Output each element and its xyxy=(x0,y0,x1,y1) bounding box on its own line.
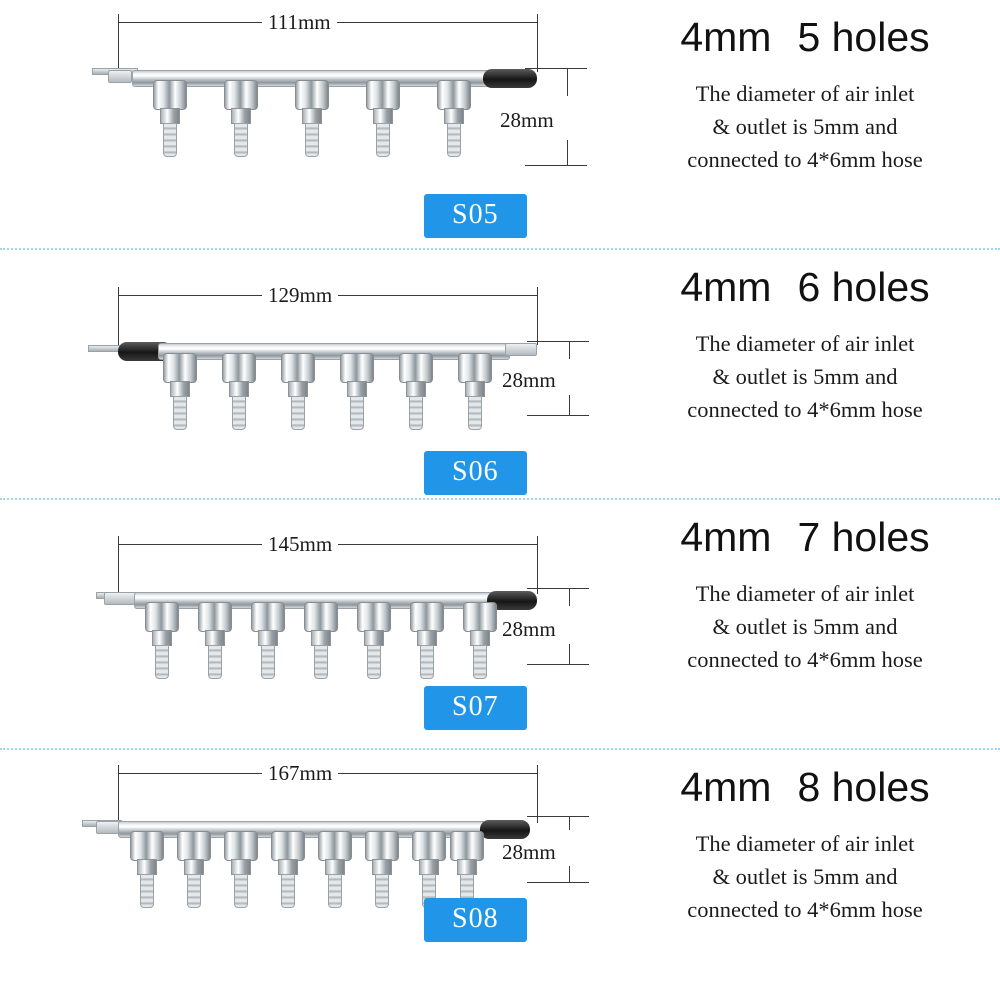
height-dimension-line-lower xyxy=(569,644,570,664)
valve-neck xyxy=(444,108,464,124)
valve-knob xyxy=(281,353,315,383)
text-panel-s06 xyxy=(610,250,1000,500)
product-row-s06 xyxy=(0,250,1000,500)
description-line-1: The diameter of air inlet xyxy=(695,831,915,856)
valve-neck xyxy=(229,381,249,397)
valve-neck xyxy=(231,859,251,875)
height-label: 28mm xyxy=(502,368,556,392)
valve-nozzle xyxy=(232,396,246,430)
heading xyxy=(610,764,1000,811)
description-line-3: connected to 4*6mm hose xyxy=(687,147,923,172)
text-panel-s07 xyxy=(610,500,1000,750)
description-line-2: & outlet is 5mm and xyxy=(712,864,898,889)
manifold-diagram-s05 xyxy=(0,0,610,250)
description-line-2: & outlet is 5mm and xyxy=(712,364,898,389)
product-row-s07 xyxy=(0,500,1000,750)
valve-knob xyxy=(130,831,164,861)
description-line-1: The diameter of air inlet xyxy=(695,581,915,606)
description-line-1: The diameter of air inlet xyxy=(695,81,915,106)
height-tick-top xyxy=(527,588,589,589)
valve-knob xyxy=(145,602,179,632)
text-panel-s05 xyxy=(610,0,1000,250)
diagram-panel-s08 xyxy=(0,750,610,1000)
height-dimension-line-upper xyxy=(569,588,570,606)
valve-neck xyxy=(465,381,485,397)
heading-holes: 6 holes xyxy=(797,264,930,310)
manifold-diagram-s06 xyxy=(0,250,610,500)
valve-neck xyxy=(419,859,439,875)
valve-neck xyxy=(205,630,225,646)
model-tag: S08 xyxy=(424,898,527,942)
product-row-s05 xyxy=(0,0,1000,250)
valve-neck xyxy=(288,381,308,397)
valve-knob xyxy=(340,353,374,383)
length-tick-right xyxy=(537,287,538,345)
heading xyxy=(610,514,1000,561)
valve-knob xyxy=(224,831,258,861)
valve-nozzle xyxy=(291,396,305,430)
valve-knob xyxy=(410,602,444,632)
description-line-1: The diameter of air inlet xyxy=(695,331,915,356)
valve-nozzle xyxy=(409,396,423,430)
text-panel-s08 xyxy=(610,750,1000,1000)
valve-knob xyxy=(437,80,471,110)
length-label: 145mm xyxy=(262,532,338,557)
valve-knob xyxy=(251,602,285,632)
valve-nozzle xyxy=(281,874,295,908)
heading-size: 4mm xyxy=(680,14,772,60)
valve-knob xyxy=(365,831,399,861)
valve-neck xyxy=(364,630,384,646)
valve-neck xyxy=(258,630,278,646)
valve-nozzle xyxy=(187,874,201,908)
valve-nozzle xyxy=(420,645,434,679)
valve-neck xyxy=(406,381,426,397)
description xyxy=(610,77,1000,176)
valve-nozzle xyxy=(173,396,187,430)
valve-knob xyxy=(463,602,497,632)
valve-knob xyxy=(271,831,305,861)
valve-neck xyxy=(302,108,322,124)
valve-nozzle xyxy=(376,123,390,157)
end-cap xyxy=(480,820,530,839)
valve-nozzle xyxy=(367,645,381,679)
valve-nozzle xyxy=(473,645,487,679)
description-line-3: connected to 4*6mm hose xyxy=(687,647,923,672)
valve-neck xyxy=(278,859,298,875)
valve-knob xyxy=(198,602,232,632)
valve-neck xyxy=(160,108,180,124)
valve-knob xyxy=(366,80,400,110)
valve-nozzle xyxy=(208,645,222,679)
length-tick-right xyxy=(537,14,538,72)
valve-nozzle xyxy=(375,874,389,908)
valve-knob xyxy=(450,831,484,861)
length-tick-right xyxy=(537,536,538,594)
height-dimension-line-upper xyxy=(569,341,570,359)
height-dimension-line-lower xyxy=(569,866,570,882)
valve-knob xyxy=(304,602,338,632)
heading-size: 4mm xyxy=(680,764,772,810)
length-tick-left xyxy=(118,765,119,823)
description xyxy=(610,577,1000,676)
valve-neck xyxy=(231,108,251,124)
height-tick-top xyxy=(527,816,589,817)
valve-nozzle xyxy=(468,396,482,430)
valve-neck xyxy=(152,630,172,646)
diagram-panel-s06 xyxy=(0,250,610,500)
inlet-nub xyxy=(108,70,132,83)
height-tick-bottom xyxy=(527,664,589,665)
height-label: 28mm xyxy=(502,617,556,641)
valve-knob xyxy=(357,602,391,632)
length-label: 167mm xyxy=(262,761,338,786)
description-line-2: & outlet is 5mm and xyxy=(712,114,898,139)
height-label: 28mm xyxy=(502,840,556,864)
heading-size: 4mm xyxy=(680,264,772,310)
description-line-2: & outlet is 5mm and xyxy=(712,614,898,639)
height-dimension-line-lower xyxy=(567,140,568,165)
height-dimension-line-lower xyxy=(569,395,570,415)
valve-nozzle xyxy=(234,874,248,908)
length-label: 129mm xyxy=(262,283,338,308)
length-label: 111mm xyxy=(262,10,337,35)
height-tick-bottom xyxy=(527,415,589,416)
valve-nozzle xyxy=(328,874,342,908)
valve-neck xyxy=(417,630,437,646)
length-tick-right xyxy=(537,765,538,823)
valve-knob xyxy=(295,80,329,110)
valve-neck xyxy=(325,859,345,875)
valve-knob xyxy=(318,831,352,861)
valve-nozzle xyxy=(163,123,177,157)
valve-knob xyxy=(153,80,187,110)
valve-knob xyxy=(163,353,197,383)
height-dimension-line-upper xyxy=(569,816,570,830)
valve-nozzle xyxy=(447,123,461,157)
end-cap xyxy=(483,69,537,88)
heading-holes: 7 holes xyxy=(797,514,930,560)
heading-size: 4mm xyxy=(680,514,772,560)
valve-nozzle xyxy=(350,396,364,430)
manifold-diagram-s08 xyxy=(0,750,610,1000)
description xyxy=(610,827,1000,926)
valve-neck xyxy=(137,859,157,875)
valve-neck xyxy=(311,630,331,646)
heading xyxy=(610,14,1000,61)
description-line-3: connected to 4*6mm hose xyxy=(687,397,923,422)
manifold-diagram-s07 xyxy=(0,500,610,750)
valve-knob xyxy=(458,353,492,383)
valve-nozzle xyxy=(234,123,248,157)
valve-neck xyxy=(470,630,490,646)
diagram-panel-s07 xyxy=(0,500,610,750)
length-tick-left xyxy=(118,14,119,72)
valve-neck xyxy=(184,859,204,875)
height-tick-bottom xyxy=(527,882,589,883)
height-dimension-line-upper xyxy=(567,68,568,96)
valve-nozzle xyxy=(261,645,275,679)
height-tick-bottom xyxy=(525,165,587,166)
inlet-nub xyxy=(505,343,537,356)
height-label: 28mm xyxy=(500,108,554,132)
valve-knob xyxy=(399,353,433,383)
heading-holes: 8 holes xyxy=(797,764,930,810)
valve-knob xyxy=(412,831,446,861)
inlet-nub xyxy=(104,592,136,605)
valve-neck xyxy=(347,381,367,397)
valve-nozzle xyxy=(140,874,154,908)
model-tag: S06 xyxy=(424,451,527,495)
diagram-panel-s05 xyxy=(0,0,610,250)
valve-nozzle xyxy=(155,645,169,679)
height-tick-top xyxy=(525,68,587,69)
valve-knob xyxy=(177,831,211,861)
valve-neck xyxy=(373,108,393,124)
valve-neck xyxy=(170,381,190,397)
valve-nozzle xyxy=(314,645,328,679)
description xyxy=(610,327,1000,426)
valve-neck xyxy=(457,859,477,875)
model-tag: S07 xyxy=(424,686,527,730)
valve-knob xyxy=(224,80,258,110)
description-line-3: connected to 4*6mm hose xyxy=(687,897,923,922)
valve-knob xyxy=(222,353,256,383)
heading xyxy=(610,264,1000,311)
heading-holes: 5 holes xyxy=(797,14,930,60)
product-row-s08 xyxy=(0,750,1000,1000)
length-tick-left xyxy=(118,536,119,594)
valve-nozzle xyxy=(305,123,319,157)
height-tick-top xyxy=(527,341,589,342)
valve-neck xyxy=(372,859,392,875)
model-tag: S05 xyxy=(424,194,527,238)
length-tick-left xyxy=(118,287,119,345)
